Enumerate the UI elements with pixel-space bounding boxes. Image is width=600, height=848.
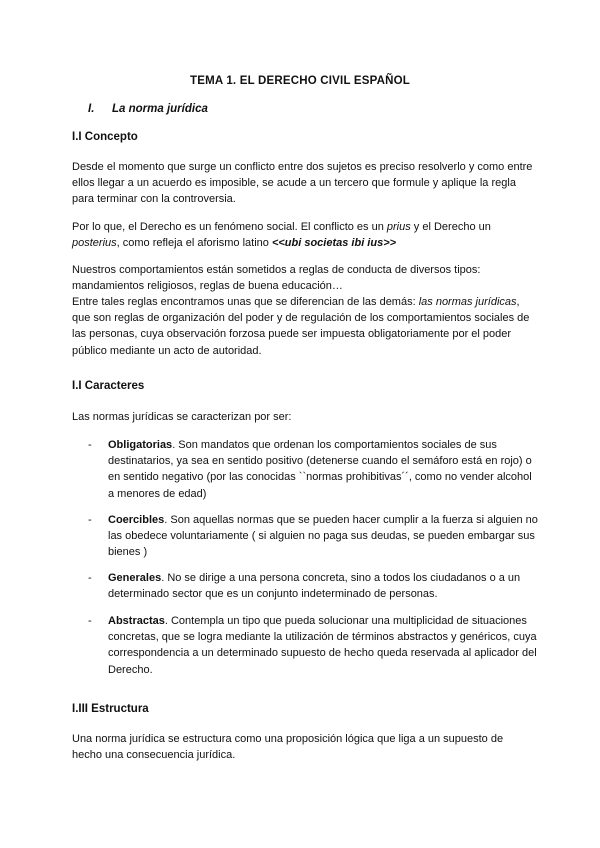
section-heading — [88, 103, 208, 115]
text-run: y el Derecho un — [410, 221, 491, 233]
list-item-body — [108, 512, 538, 561]
list-item-text: . Contempla un tipo que pueda solucionar una multiplicidad de situaciones concretas, que se logra mediante la utilización de términos abstractos y genéricos, cuya correspondencia a un determinado supuesto de hecho queda reservada al aplicador del Derecho. — [108, 615, 537, 676]
concepto-paragraph-3: Nuestros comportamientos están sometidos a reglas de conducta de diversos tipos: mandamientos religiosos, reglas de buena educación… — [72, 264, 481, 293]
list-item-body — [108, 613, 538, 678]
concepto-paragraph-1: Desde el momento que surge un conflicto entre dos sujetos es preciso resolverlo y como entre ellos llegar a un acuerdo es imposible, se acude a un tercero que formule y aplique la regla para terminar con la controversia. — [72, 161, 533, 206]
text-run: , que son reglas de organización del poder y de regulación de los comportamientos sociales de las personas, cuya observación forzosa puede ser impuesta obligatoriamente por el poder público mediante un acto de autoridad. — [72, 296, 530, 357]
concepto-paragraph-4 — [72, 294, 534, 359]
text-run: Entre tales reglas encontramos unas que se diferencian de las demás: — [72, 296, 419, 308]
list-dash: - — [88, 439, 92, 451]
list-item-text: . Son mandatos que ordenan los comportamientos sociales de sus destinatarios, ya sea en sentido positivo (detenerse cuando el semáforo está en rojo) o en sentido negativo (por las conocidas ``normas prohibitivas´´, como no vender alcohol a menores de edad) — [108, 439, 532, 500]
section-title: La norma jurídica — [112, 103, 208, 115]
list-item-body — [108, 570, 538, 602]
section-number: I. — [88, 103, 95, 115]
text-run: Por lo que, el Derecho es un fenómeno social. El conflicto es un — [72, 221, 387, 233]
term-prius: prius — [386, 221, 411, 233]
caracteres-intro: Las normas jurídicas se caracterizan por ser: — [72, 411, 292, 423]
heading-estructura: I.III Estructura — [72, 703, 149, 715]
latin-aphorism: <<ubi societas ibi ius>> — [271, 237, 397, 250]
list-item-body — [108, 437, 538, 502]
list-item-text: . Son aquellas normas que se pueden hacer cumplir a la fuerza si alguien no las obedece voluntariamente ( si alguien no paga sus deudas, se pueden embargar sus bienes ) — [108, 514, 538, 559]
heading-concepto: I.I Concepto — [72, 131, 138, 143]
list-dash: - — [88, 615, 92, 627]
list-dash: - — [88, 514, 92, 526]
list-dash: - — [88, 572, 92, 584]
heading-caracteres: I.I Caracteres — [72, 380, 145, 392]
text-run: , como refleja el aforismo latino — [116, 237, 272, 250]
document-title: TEMA 1. EL DERECHO CIVIL ESPAÑOL — [189, 75, 411, 87]
estructura-paragraph-1: Una norma jurídica se estructura como una proposición lógica que liga a un supuesto de hecho una consecuencia jurídica. — [72, 733, 504, 762]
list-item-term: Abstractas — [108, 615, 165, 627]
list-item-term: Coercibles — [108, 514, 165, 526]
list-item-term: Generales — [108, 572, 162, 584]
concepto-paragraph-2 — [72, 219, 534, 251]
list-item-text: . No se dirige a una persona concreta, sino a todos los ciudadanos o a un determinado sector que es un conjunto indeterminado de personas. — [108, 572, 521, 601]
list-item-term: Obligatorias — [108, 439, 173, 451]
term-posterius: posterius — [72, 237, 117, 250]
term-normas-juridicas: las normas jurídicas — [418, 296, 517, 308]
